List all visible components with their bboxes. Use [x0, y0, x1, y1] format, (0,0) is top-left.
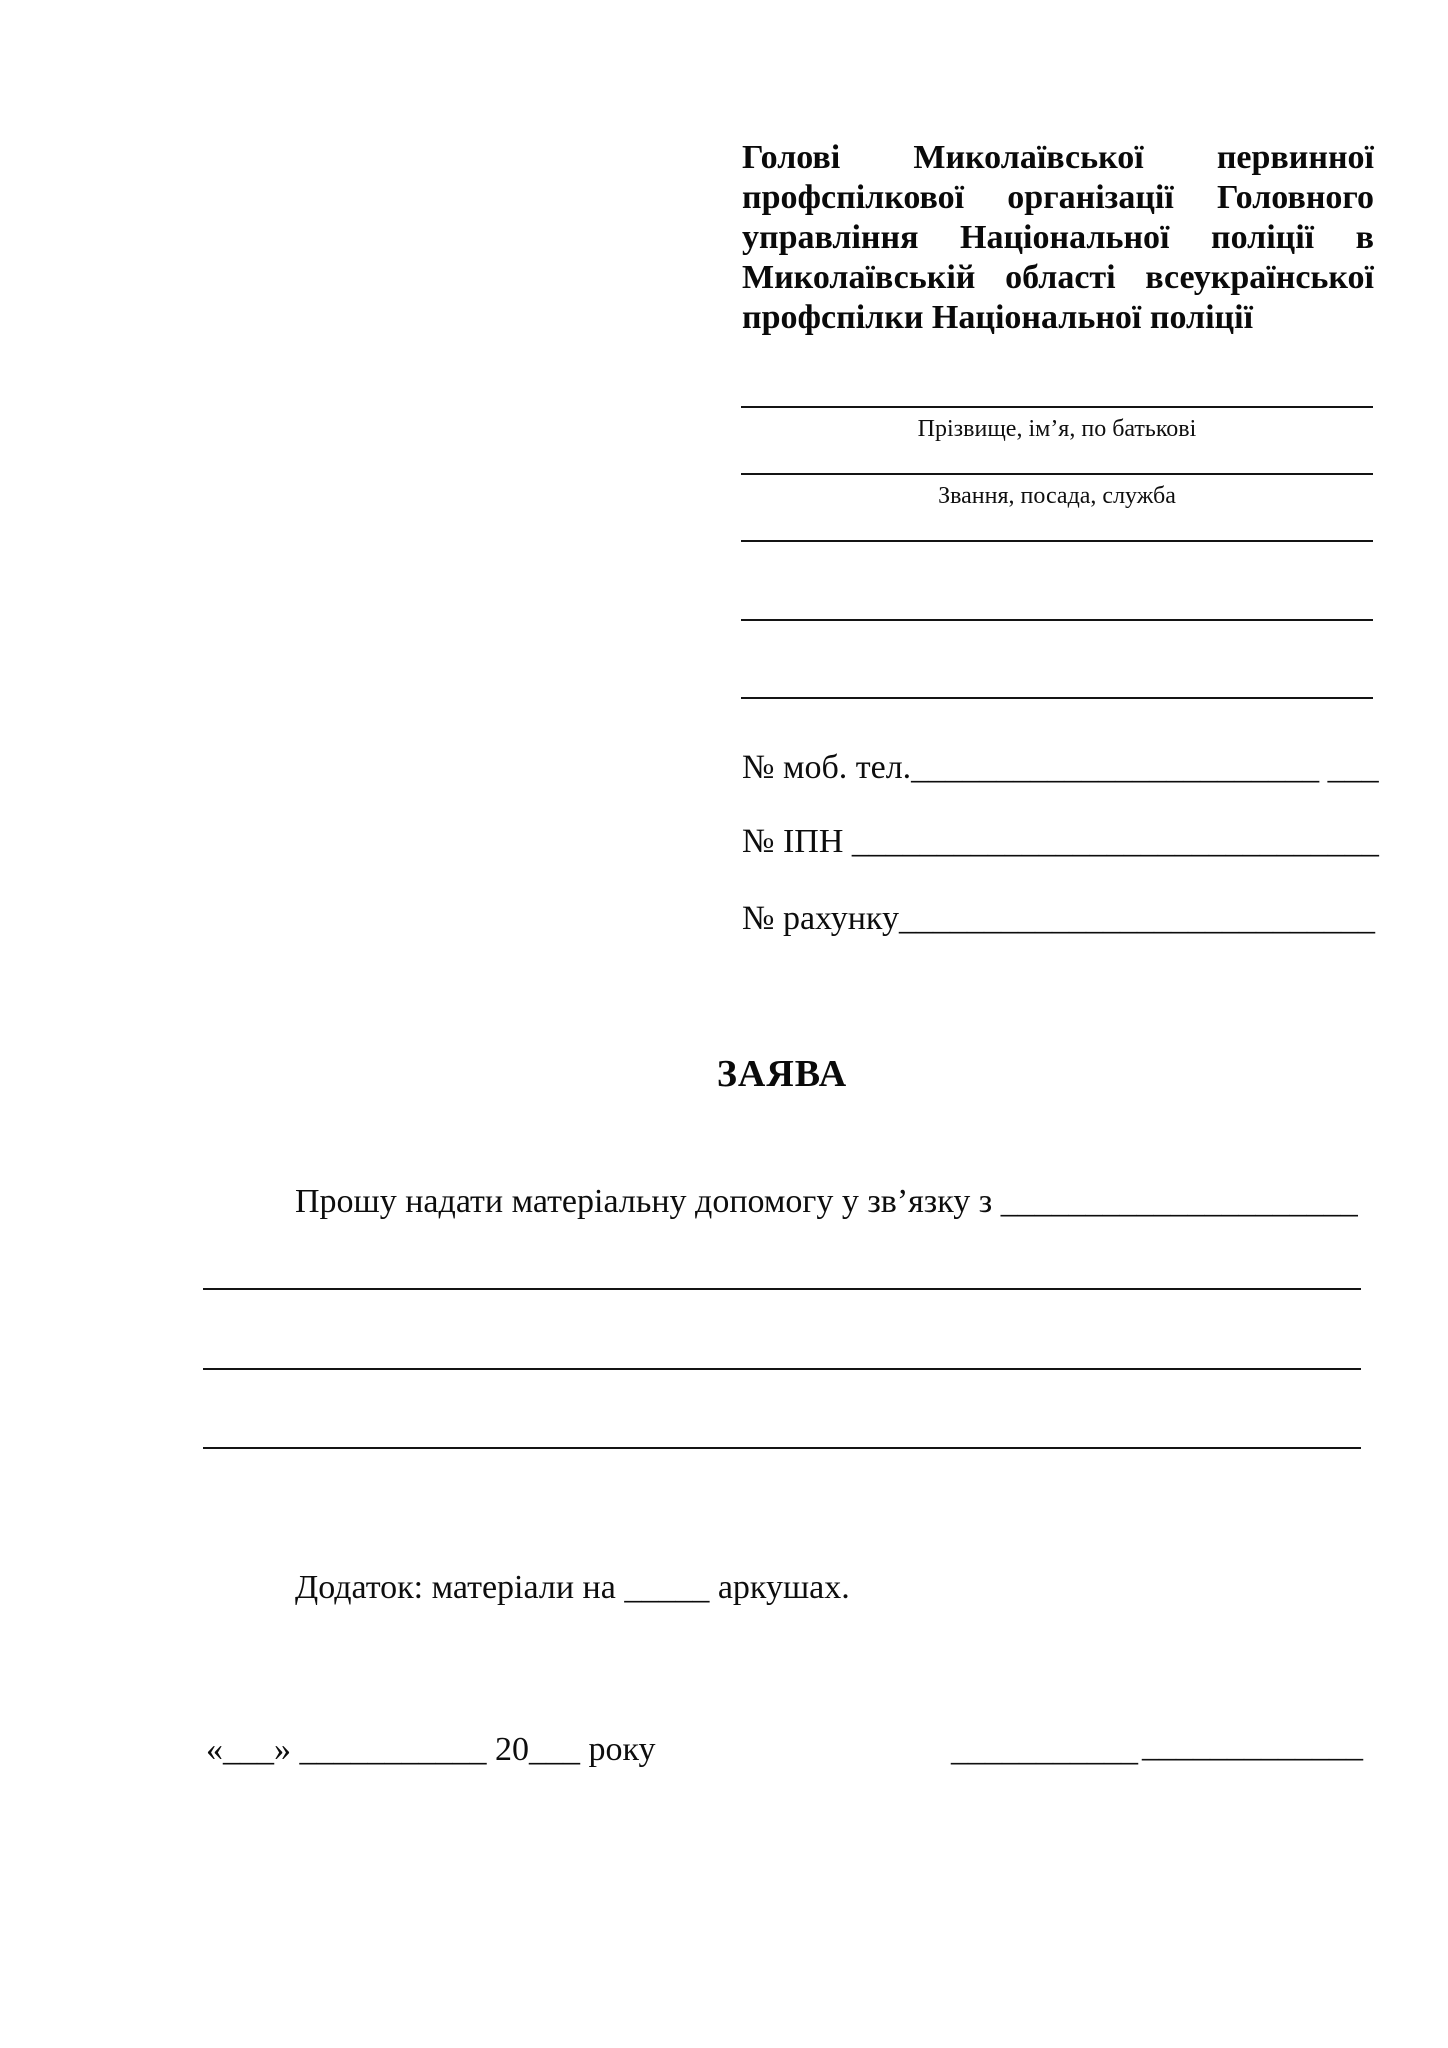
- request-text: Прошу надати матеріальну допомогу у зв’язку з: [295, 1183, 1001, 1220]
- mobile-phone-blank: ________________________: [911, 749, 1320, 786]
- blank-line-3: [741, 697, 1373, 699]
- account-blank: ____________________________: [898, 900, 1375, 937]
- attachment-text: Додаток: матеріали на _____ аркушах.: [295, 1569, 850, 1606]
- signature-line-1: ___________: [951, 1731, 1138, 1768]
- name-blank-line: [741, 406, 1373, 408]
- blank-line-2: [741, 619, 1373, 621]
- mobile-phone-blank-tail: ___: [1319, 749, 1379, 786]
- ipn-row: [742, 822, 1379, 862]
- date-line: «___» ___________ 20___ року: [206, 1731, 656, 1768]
- addressee-line: профспілки Національної поліції: [742, 299, 1254, 336]
- document-title: ЗАЯВА: [716, 1053, 848, 1095]
- request-blank-line-2: [203, 1368, 1361, 1370]
- addressee-line: Голові Миколаївської первинної: [742, 139, 1374, 176]
- addressee-line: управління Національної поліції в: [742, 219, 1374, 256]
- blank-line-1: [741, 540, 1373, 542]
- addressee-block: [742, 138, 1374, 338]
- request-blank-line-3: [203, 1447, 1361, 1449]
- account-row: [742, 899, 1375, 939]
- rank-caption: Звання, посада, служба: [938, 483, 1176, 509]
- rank-blank-line: [741, 473, 1373, 475]
- attachment-note: [203, 1568, 850, 1608]
- name-caption: Прізвище, ім’я, по батькові: [917, 416, 1197, 442]
- request-blank-line-1: [203, 1288, 1361, 1290]
- addressee-line: профспілкової організації Головного: [742, 179, 1374, 216]
- signature-line-2: _____________: [1142, 1727, 1363, 1764]
- mobile-phone-row: [742, 748, 1379, 788]
- addressee-line: Миколаївській області всеукраїнської: [742, 259, 1374, 296]
- ipn-blank: _______________________________: [843, 823, 1379, 860]
- request-paragraph: [203, 1182, 1383, 1222]
- ipn-label: № ІПН: [742, 823, 844, 860]
- mobile-phone-label: № моб. тел.: [742, 749, 912, 786]
- request-blank: _____________________: [1000, 1183, 1358, 1220]
- account-label: № рахунку: [742, 900, 899, 937]
